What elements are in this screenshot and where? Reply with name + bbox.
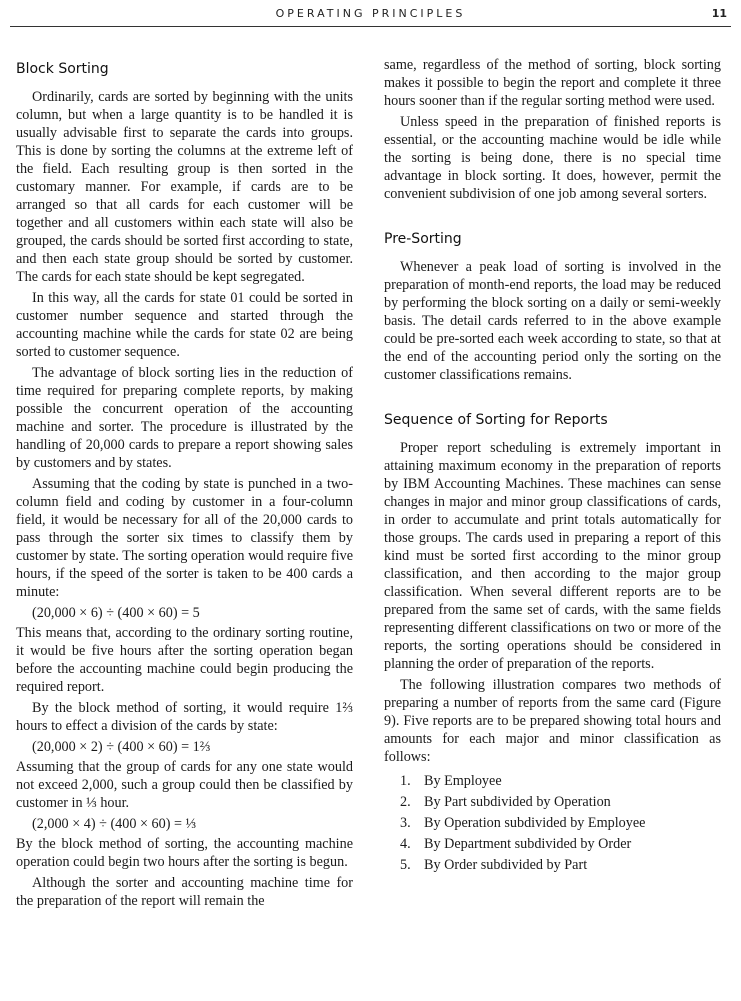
list-item	[400, 835, 721, 853]
list-number: 2.	[400, 794, 411, 810]
list-number: 1.	[400, 773, 411, 789]
formula: (20,000 × 2) ÷ (400 × 60) = 1⅔	[32, 739, 211, 755]
paragraph: Proper report scheduling is extremely important in attaining maximum economy in the preparation of reports by IBM Accounting Machines. These machines can sense changes in major and minor group classifications of cards, in order to accumulate and print totals automatically for those groups. The cards used in preparing a report of this kind must be sorted first according to the minor group classification, and then according to the major group classification. When several different reports are to be prepared from the same set of cards, with the same fields representing different classifications on two or more of the reports, the sorting operations should be considered in planning the order of preparation of the reports.	[384, 440, 721, 672]
paragraph: By the block method of sorting, the accounting machine operation could begin two hours after the sorting is begun.	[16, 836, 353, 870]
list-item	[400, 772, 721, 790]
list-text: By Part subdivided by Operation	[424, 794, 611, 810]
paragraph: The advantage of block sorting lies in the reduction of time required for preparing complete reports, by making possible the concurrent operation of the accounting machine and sorter. The procedure is illustrated by the handling of 20,000 cards to prepare a report showing sales by customers and by states.	[16, 365, 353, 471]
section-heading-pre-sorting: Pre-Sorting	[384, 231, 462, 247]
paragraph: Although the sorter and accounting machine time for the preparation of the report will remain the	[16, 875, 353, 909]
paragraph: In this way, all the cards for state 01 could be sorted in customer number sequence and started through the accounting machine while the cards for state 02 are being sorted to customer sequence.	[16, 290, 353, 360]
section-heading-block-sorting: Block Sorting	[16, 61, 109, 77]
list-text: By Department subdivided by Order	[424, 836, 632, 852]
paragraph: Ordinarily, cards are sorted by beginning with the units column, but when a large quantity is to be handled it is usually advisable first to separate the cards into groups. This is done by sorting the columns at the extreme left of the field. Each resulting group is then sorted in the customary manner. For example, if cards are to be arranged so that all cards for each customer will be together and all customers within each state will also be grouped, the cards should be sorted first according to state, and then each state group should be sorted by customer. The cards for each state should be kept segregated.	[16, 89, 353, 285]
paragraph: Unless speed in the preparation of finished reports is essential, or the accounting machine would be idle while the sorting is being done, there is no special time advantage in block sorting. It does, however, permit the convenient subdivision of one job among several sorters.	[384, 114, 721, 202]
right-column	[384, 56, 721, 877]
paragraph: By the block method of sorting, it would require 1⅔ hours to effect a division of the cards by state:	[16, 700, 353, 734]
running-header	[10, 4, 731, 27]
list-item	[400, 793, 721, 811]
paragraph: Assuming that the coding by state is punched in a two-column field and coding by customer in a four-column field, it would be necessary for all of the 20,000 cards to pass through the sorter six times to classify them by customer by state. The sorting operation would require five hours, if the speed of the sorter is taken to be 400 cards a minute:	[16, 476, 353, 600]
list-number: 3.	[400, 815, 411, 831]
paragraph: Whenever a peak load of sorting is involved in the preparation of month-end reports, the load may be reduced by performing the block sorting on a daily or semi-weekly basis. The detail cards referred to in the above example could be pre-sorted each week according to state, so that at the end of the accounting period only the sorting on the customer classifications remains.	[384, 259, 721, 383]
list-number: 5.	[400, 857, 411, 873]
paragraph: same, regardless of the method of sorting, block sorting makes it possible to begin the report and complete it three hours sooner than if the regular sorting method were used.	[384, 57, 721, 109]
list-text: By Employee	[424, 773, 502, 789]
section-heading-sequence-of-sorting: Sequence of Sorting for Reports	[384, 412, 608, 428]
list-number: 4.	[400, 836, 411, 852]
paragraph: This means that, according to the ordinary sorting routine, it would be five hours after the sorting operation began before the accounting machine could begin producing the required report.	[16, 625, 353, 695]
list-text: By Order subdivided by Part	[424, 857, 588, 873]
formula: (2,000 × 4) ÷ (400 × 60) = ⅓	[32, 816, 197, 832]
list-item	[400, 856, 721, 874]
paragraph: Assuming that the group of cards for any one state would not exceed 2,000, such a group could then be classified by customer in ⅓ hour.	[16, 759, 353, 811]
left-column	[16, 50, 353, 913]
formula: (20,000 × 6) ÷ (400 × 60) = 5	[32, 605, 200, 621]
running-title: OPERATING PRINCIPLES	[275, 7, 466, 20]
list-item	[400, 814, 721, 832]
page-number: 11	[711, 7, 727, 20]
paragraph: The following illustration compares two methods of preparing a number of reports from the same card (Figure 9). Five reports are to be prepared showing total hours and amounts for each major and minor classification as follows:	[384, 677, 721, 765]
report-list	[384, 772, 721, 874]
list-text: By Operation subdivided by Employee	[424, 815, 646, 831]
